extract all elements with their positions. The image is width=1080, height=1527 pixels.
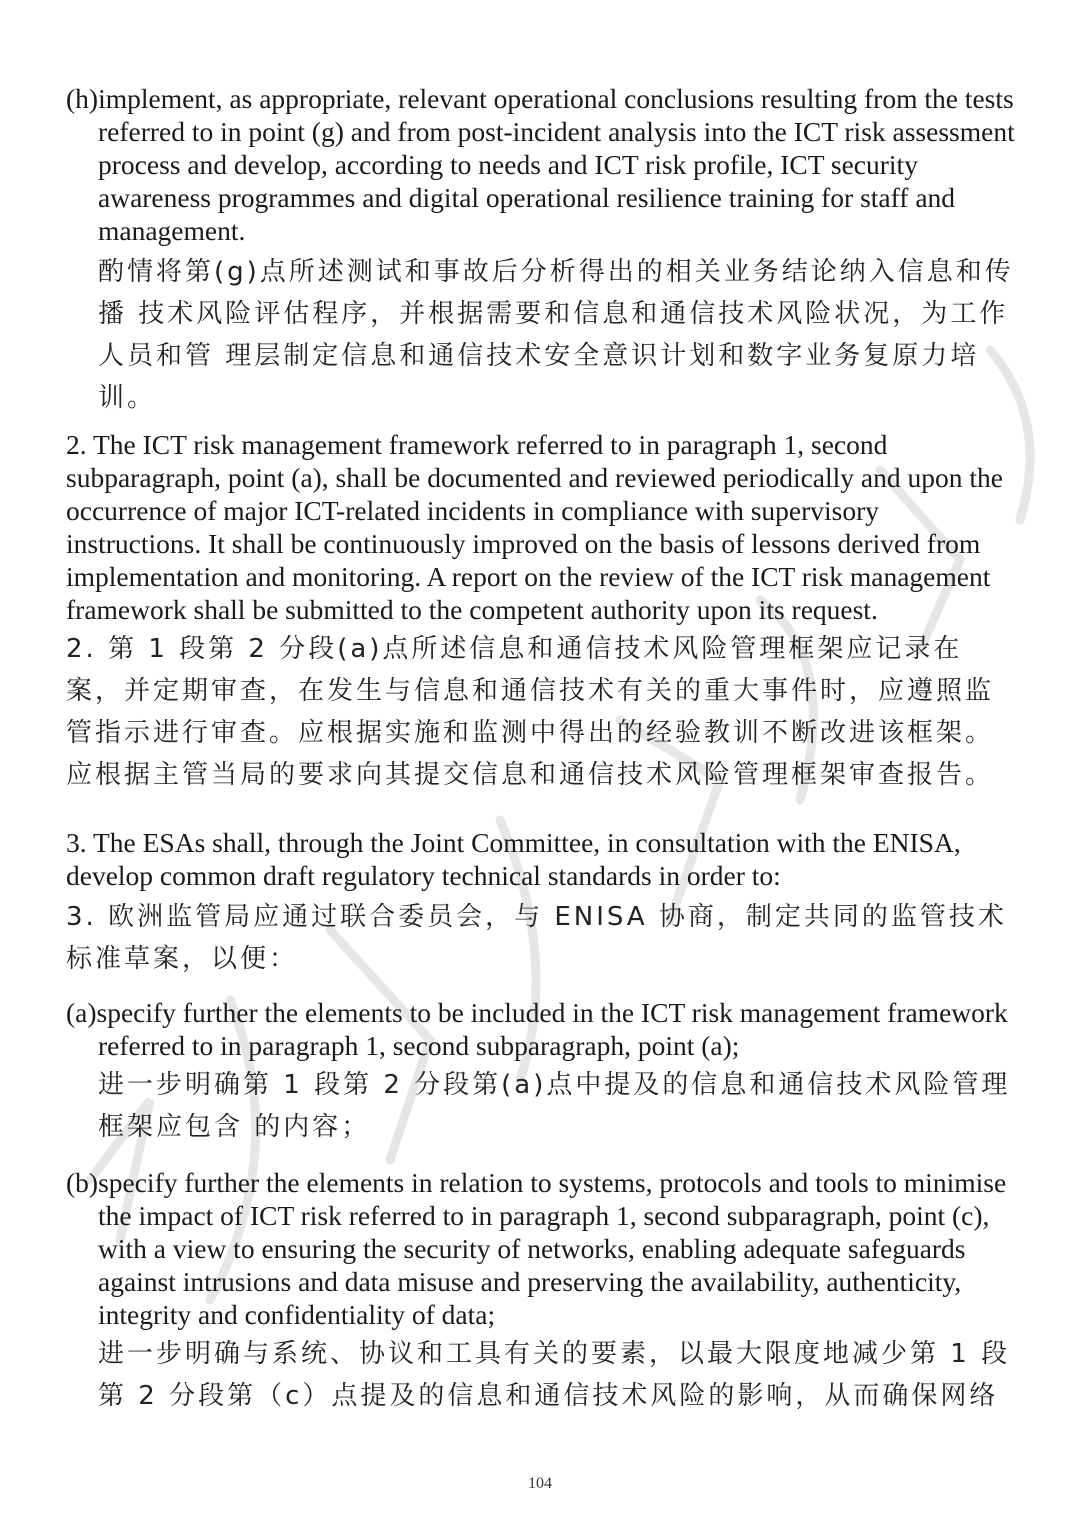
paragraph-2-chinese: 2. 第 1 段第 2 分段(a)点所述信息和通信技术风险管理框架应记录在案，并定期审查，在发生与信息和通信技术有关的重大事件时，应遵照监管指示进行审查。应根据实施和监测中得出的经验教训不断改进该框架。应根据主管当局的要求向其提交信息和通信技术风险管理框架审查报告。 — [66, 634, 995, 790]
item-b — [66, 1166, 1016, 1417]
item-h-chinese: 酌情将第(g)点所述测试和事故后分析得出的相关业务结论纳入信息和传播 技术风险评估程序，并根据需要和信息和通信技术风险状况，为工作人员和管 理层制定信息和通信技术安全意识计划和数字业务复原力培训。 — [98, 257, 1014, 413]
paragraph-3 — [66, 826, 1016, 980]
paragraph-3-english: 3. The ESAs shall, through the Joint Committee, in consultation with the ENISA, develop common draft regulatory technical standards in order to: — [66, 827, 961, 891]
item-a-english: (a)specify further the elements to be included in the ICT risk management framework referred to in paragraph 1, second subparagraph, point (a); — [66, 997, 1008, 1061]
paragraph-2 — [66, 428, 1016, 796]
paragraph-2-english: 2. The ICT risk management framework referred to in paragraph 1, second subparagraph, point (a), shall be documented and reviewed periodically and upon the occurrence of major ICT-related incidents in compliance with supervisory instructions. It shall be continuously improved on the basis of lessons derived from implementation and monitoring. A report on the review of the ICT risk management framework shall be submitted to the competent authority upon its request. — [66, 429, 1003, 625]
item-b-english: (b)specify further the elements in relation to systems, protocols and tools to minimise the impact of ICT risk referred to in paragraph 1, second subparagraph, point (c), with a view to ensuring the security of networks, enabling adequate safeguards against intrusions and data misuse and preserving the availability, authenticity, integrity and confidentiality of data; — [66, 1167, 1007, 1330]
item-h-english: (h)implement, as appropriate, relevant operational conclusions resulting from the tests referred to in point (g) and from post-incident analysis into the ICT risk assessment process and develop, according to needs and ICT risk profile, ICT security awareness programmes and digital operational resilience training for staff and management. — [66, 83, 1015, 246]
page-number: 104 — [528, 1475, 552, 1492]
paragraph-3-chinese: 3. 欧洲监管局应通过联合委员会，与 ENISA 协商，制定共同的监管技术标准草案，以便： — [66, 902, 1007, 974]
item-a-chinese: 进一步明确第 1 段第 2 分段第(a)点中提及的信息和通信技术风险管理框架应包含 的内容； — [98, 1070, 1011, 1142]
item-b-chinese: 进一步明确与系统、协议和工具有关的要素，以最大限度地减少第 1 段第 2 分段第（c）点提及的信息和通信技术风险的影响，从而确保网络 — [98, 1339, 1011, 1411]
item-a — [66, 996, 1016, 1148]
item-h — [66, 82, 1016, 419]
